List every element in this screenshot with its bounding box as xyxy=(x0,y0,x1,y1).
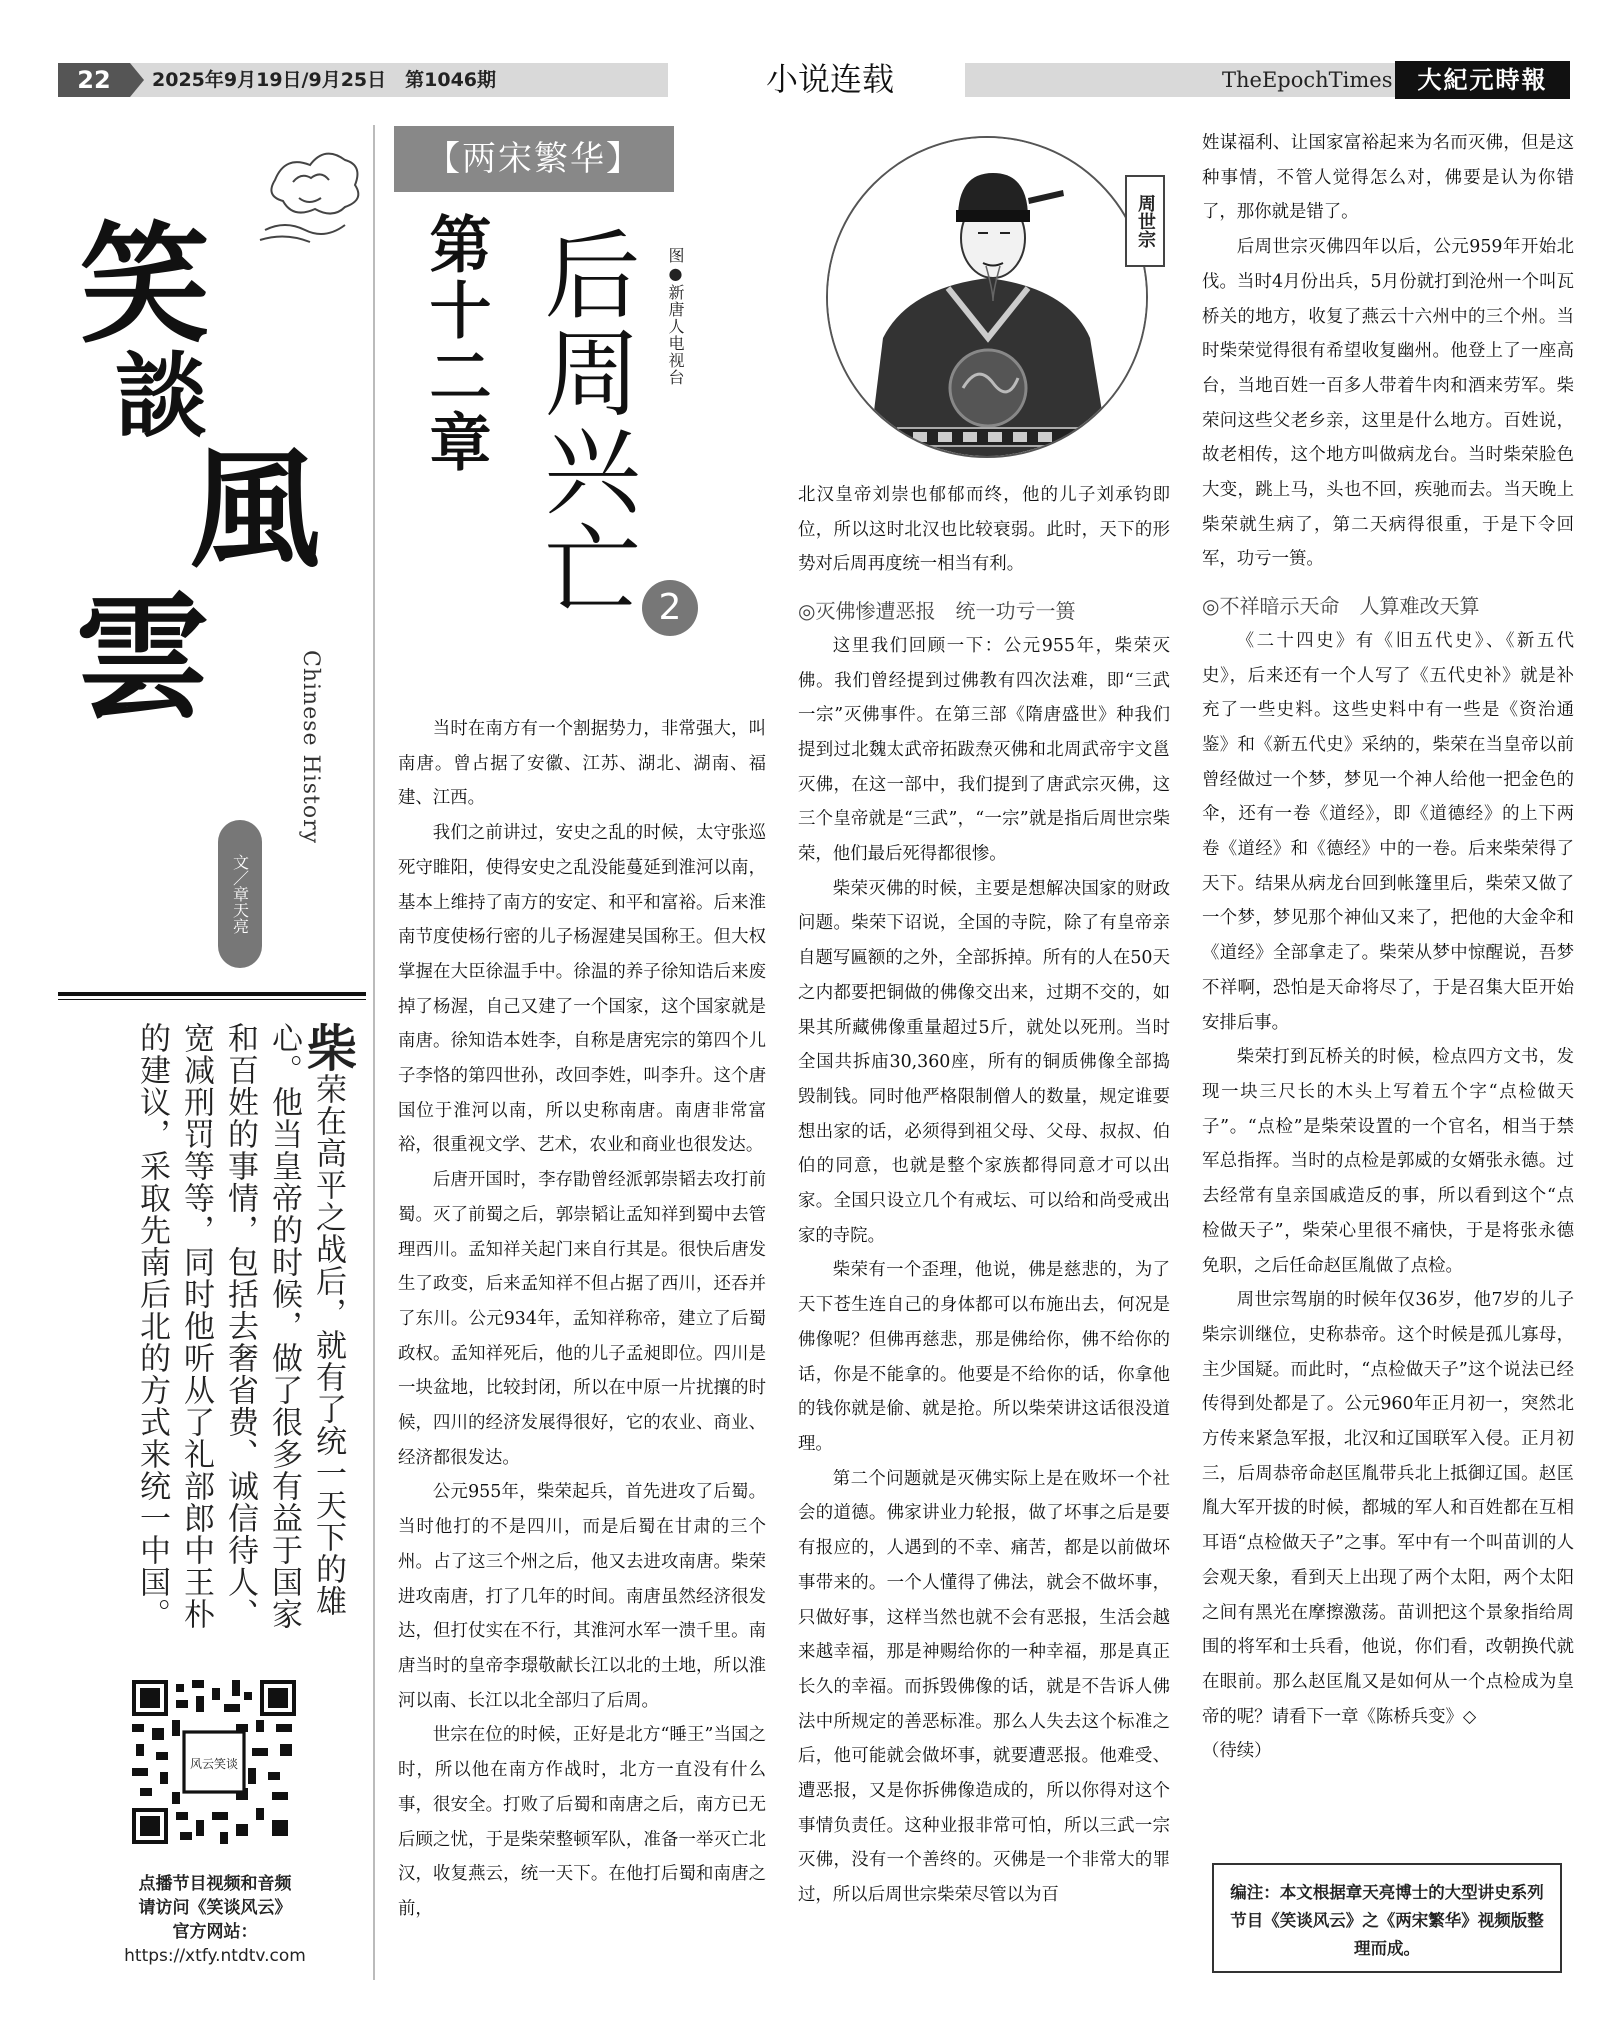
epoch-times-en: TheEpochTimes xyxy=(1222,68,1393,92)
column-divider xyxy=(373,125,375,1980)
portrait-seal: 周世宗 xyxy=(1125,175,1165,267)
chapter-title: 第十二章 xyxy=(419,212,492,476)
paragraph: 后唐开国时，李存勖曾经派郭崇韬去攻打前蜀。灭了前蜀之后，郭崇韬让孟知祥到蜀中去管理西川。孟知祥关起门来自行其是。很快后唐发生了政变，后来孟知祥不但占据了西川，还吞并了东川。公元934年，孟知祥称帝，建立了后蜀政权。孟知祥死后，他的儿子孟昶即位。四川是一块盆地，比较封闭，所以在中原一片扰攘的时候，四川的经济发展得很好，它的农业、商业、经济都很发达。 xyxy=(398,1170,766,1468)
paragraph: 我们之前讲过，安史之乱的时候，太守张巡死守睢阳，使得安史之乱没能蔓延到淮河以南，基本上维持了南方的安定、和平和富裕。后来淮南节度使杨行密的儿子杨渥建吴国称王。但大权掌握在大臣徐温手中。徐温的养子徐知诰后来废掉了杨渥，自己又建了一个国家，这个国家就是南唐。徐知诰本姓李，自称是唐宪宗的第四个儿子李恪的第四世孙，改回李姓，叫李升。这个唐国位于淮河以南，所以史称南唐。南唐非常富裕，很重视文学、艺术，农业和商业也很发达。 xyxy=(398,823,766,1156)
page-arrow-icon xyxy=(130,63,144,97)
editor-note: 编注：本文根据章天亮博士的大型讲史系列节目《笑谈风云》之《两宋繁华》视频版整理而成。 xyxy=(1212,1863,1562,1973)
emperor-portrait xyxy=(826,136,1148,458)
paragraph: 柴荣灭佛的时候，主要是想解决国家的财政问题。柴荣下诏说，全国的寺院，除了有皇帝亲自题写匾额的之外，全部拆掉。所有的人在50天之内都要把铜做的佛像交出来，过期不交的，如果其所藏佛像重量超过5斤，就处以死刑。当时全国共拆庙30,360座，所有的铜质佛像全部捣毁制钱。同时他严格限制僧人的数量，规定谁要想出家的话，必须得到祖父母、父母、叔叔、伯伯的同意，也就是整个家族都得同意才可以出家。全国只设立几个有戒坛、可以给和尚受戒出家的寺院。 xyxy=(798,878,1170,1246)
paragraph: 公元955年，柴荣起兵，首先进攻了后蜀。当时他打的不是四川，而是后蜀在甘肃的三个州。占了这三个州之后，他又去进攻南唐。柴荣进攻南唐，打了几年的时间。南唐虽然经济很发达，但打仗实在不行，其淮河水军一溃千里。南唐当时的皇帝李璟敬献长江以北的土地，所以淮河以南、长江以北全部归了后周。 xyxy=(398,1482,766,1711)
paragraph: 《二十四史》有《旧五代史》、《新五代史》，后来还有一个人写了《五代史补》就是补充了一些史料。这些史料中有一些是《资治通鉴》和《新五代史》采纳的，柴荣在当皇帝以前曾经做过一个梦，梦见一个神人给他一把金色的伞，还有一卷《道经》，即《道德经》的上下两卷《道经》和《德经》中的一卷。后来柴荣得了天下。结果从病龙台回到帐篷里后，柴荣又做了一个梦，梦见那个神仙又来了，把他的大金伞和《道经》全部拿走了。柴荣从梦中惊醒说，吾梦不祥啊，恐怕是天命将尽了，于是召集大臣开始安排后事。 xyxy=(1202,630,1574,1033)
qr-caption xyxy=(75,1872,355,1968)
intro-summary xyxy=(90,1022,357,1642)
byline: 文／章天亮 xyxy=(218,820,262,968)
to-be-continued: （待续） xyxy=(1202,1741,1272,1762)
brand-char-3: 風 xyxy=(190,433,321,586)
website-link[interactable]: https://xtfy.ntdtv.com xyxy=(124,1946,306,1966)
paragraph: 周世宗驾崩的时候年仅36岁，他7岁的儿子柴宗训继位，史称恭帝。这个时候是孤儿寡母，主少国疑。而此时，“点检做天子”这个说法已经传得到处都是了。公元960年正月初一，突然北方传来紧急军报，北汉和辽国联军入侵。正月初三，后周恭帝命赵匡胤带兵北上抵御辽国。赵匡胤大军开拔的时候，都城的军人和百姓都在互相耳语“点检做天子”之事。军中有一个叫苗训的人会观天象，看到天上出现了两个太阳，两个太阳之间有黑光在摩擦激荡。苗训把这个景象指给周围的将军和士兵看，他说，你们看，改朝换代就在眼前。那么赵匡胤又是如何从一个点检成为皇帝的呢？请看下一章《陈桥兵变》◇ xyxy=(1202,1290,1574,1727)
divider xyxy=(58,999,366,1000)
qr-center-label: 风云笑谈 xyxy=(189,1756,238,1771)
paragraph: 当时在南方有一个割据势力，非常强大，叫南唐。曾占据了安徽、江苏、湖北、湖南、福建、江西。 xyxy=(398,719,766,809)
paragraph: 世宗在位的时候，正好是北方“睡王”当国之时，所以他在南方作战时，北方一直没有什么事，很安全。打败了后蜀和南唐之后，南方已无后顾之忧，于是柴荣整顿军队，准备一举灭亡北汉，收复燕云，统一天下。在他打后蜀和南唐之前， xyxy=(398,1725,766,1919)
paragraph: 这里我们回顾一下：公元955年，柴荣灭佛。我们曾经提到过佛教有四次法难，即“三武一宗”灭佛事件。在第三部《隋唐盛世》种我们提到过北魏太武帝拓跋焘灭佛和北周武帝宇文邕灭佛，在这一部中，我们提到了唐武宗灭佛，这三个皇帝就是“三武”，“一宗”就是指后周世宗柴荣，他们最后死得都很惨。 xyxy=(798,635,1170,865)
paragraph: 柴荣有一个歪理，他说，佛是慈悲的，为了天下苍生连自己的身体都可以布施出去，何况是佛像呢？但佛再慈悲，那是佛给你，佛不给你的话，你是不能拿的。他要是不给你的话，你拿他的钱你就是偷、就是抢。所以柴荣讲这话很没道理。 xyxy=(798,1260,1170,1454)
subheading: ◎不祥暗示天命 人算难改天算 xyxy=(1202,594,1480,619)
english-title: Chinese History xyxy=(298,650,323,845)
divider xyxy=(58,992,366,996)
article-column-2 xyxy=(798,478,1170,1978)
paragraph: 姓谋福利、让国家富裕起来为名而灭佛，但是这种事情，不管人觉得怎么对，佛要是认为你错了，那你就是错了。 xyxy=(1202,133,1574,223)
issue-date: 2025年9月19日/9月25日 第1046期 xyxy=(152,69,497,91)
paragraph: 柴荣打到瓦桥关的时候，检点四方文书，发现一块三尺长的木头上写着五个字“点检做天子”。“点检”是柴荣设置的一个官名，相当于禁军总指挥。当时的点检是郭威的女婿张永德。过去经常有皇亲国戚造反的事，所以看到这个“点检做天子”，柴荣心里很不痛快，于是将张永德免职，之后任命赵匡胤做了点检。 xyxy=(1202,1047,1574,1276)
qr-caption-line-1: 点播节目视频和音频 xyxy=(138,1874,292,1894)
part-number-badge: 2 xyxy=(642,580,698,636)
qr-caption-line-3: 官方网站： xyxy=(172,1922,258,1942)
article-title: 后周兴亡 xyxy=(529,225,641,617)
qr-caption-line-2: 请访问《笑谈风云》 xyxy=(138,1898,292,1918)
image-credit: 图●新唐人电视台 xyxy=(666,247,685,386)
brand-char-2: 談 xyxy=(115,342,208,450)
section-title: 小说连载 xyxy=(765,60,894,98)
brand-char-4: 雲 xyxy=(75,578,210,737)
article-column-3 xyxy=(1202,126,1574,1846)
paragraph: 第二个问题就是灭佛实际上是在败坏一个社会的道德。佛家讲业力轮报，做了坏事之后是要有报应的，人遇到的不幸、痛苦，都是以前做坏事带来的。一个人懂得了佛法，就会不做坏事，只做好事，这样当然也就不会有恶报，生活会越来越幸福，那是神赐给你的一种幸福，那是真正长久的幸福。而拆毁佛像的话，就是不告诉人佛法中所规定的善恶标准。那么人失去这个标准之后，他可能就会做坏事，就要遭恶报。他难受、遭恶报，又是你拆佛像造成的，所以你得对这个事情负责任。这种业报非常可怕，所以三武一宗灭佛，没有一个善终的。灭佛是一个非常大的罪过，所以后周世宗柴荣尽管以为百 xyxy=(798,1468,1170,1906)
brand-char-1: 笑 xyxy=(80,208,211,361)
article-column-1 xyxy=(398,712,766,1987)
epoch-times-logo: 大紀元時報 xyxy=(1395,61,1570,99)
portrait-illustration-icon xyxy=(828,138,1148,458)
paragraph: 北汉皇帝刘崇也郁郁而终，他的儿子刘承钧即位，所以这时北汉也比较衰弱。此时，天下的形势对后周再度统一相当有利。 xyxy=(798,485,1170,575)
series-tag: 【两宋繁华】 xyxy=(394,126,674,192)
intro-lead-char: 柴 xyxy=(299,1022,357,1073)
page-number: 22 xyxy=(58,63,130,97)
subheading: ◎灭佛惨遭恶报 统一功亏一篑 xyxy=(798,599,1076,624)
intro-text: 荣在高平之战后，就有了统一天下的雄心。他当皇帝的时候，做了很多有益于国家和百姓的事情，包括去奢省费、诚信待人、宽减刑罚等等，同时他听从了礼部郎中王朴的建议，采取先南后北的方式来统一中国。 xyxy=(134,1022,346,1630)
paragraph: 后周世宗灭佛四年以后，公元959年开始北伐。当时4月份出兵，5月份就打到沧州一个叫瓦桥关的地方，收复了燕云十六州中的三个州。当时柴荣觉得很有希望收复幽州。他登上了一座高台，当地百姓一百多人带着牛肉和酒来劳军。柴荣问这些父老乡亲，这里是什么地方。百姓说，故老相传，这个地方叫做病龙台。当时柴荣脸色大变，跳上马，头也不回，疾驰而去。当天晚上柴荣就生病了，第二天病得很重，于是下令回军，功亏一篑。 xyxy=(1202,237,1574,570)
